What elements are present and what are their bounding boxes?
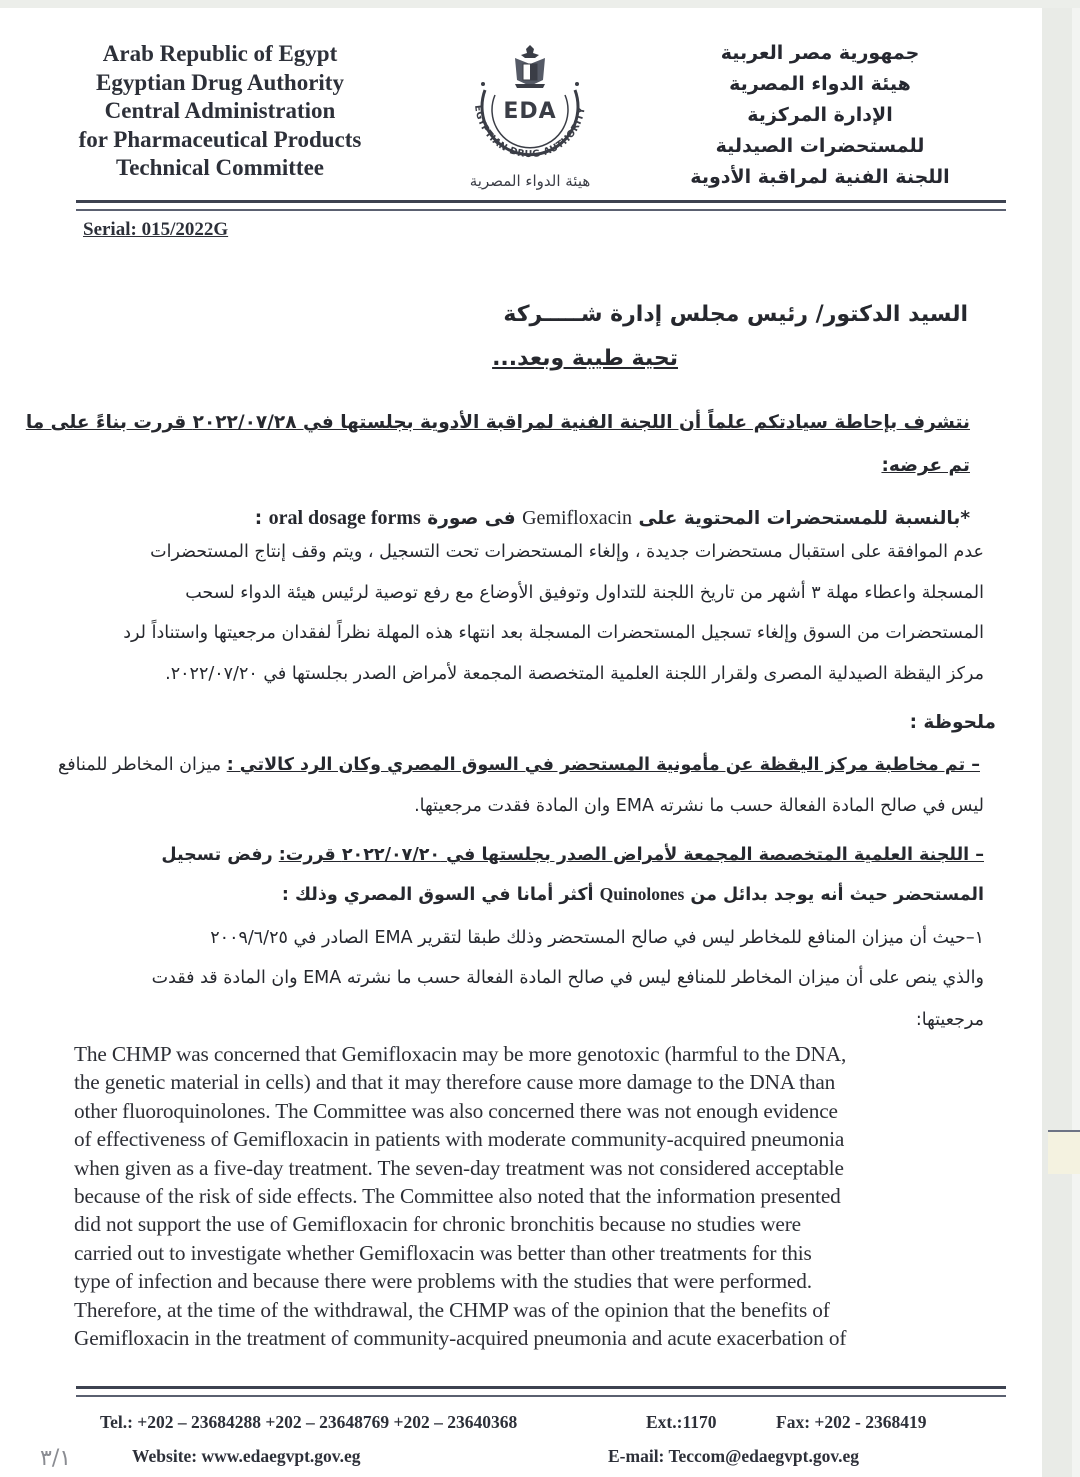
dosage-form: oral dosage forms	[268, 507, 421, 529]
salutation: السيد الدكتور/ رئيس مجلس إدارة شـــــركة	[503, 302, 968, 327]
header-en-line: for Pharmaceutical Products	[78, 126, 362, 152]
ema-quote	[74, 1040, 994, 1352]
quote-line: The CHMP was concerned that Gemifloxacin may be more genotoxic (harmful to the DNA,	[74, 1042, 847, 1066]
quote-line: did not support the use of Gemifloxacin for chronic bronchitis because no studies were	[74, 1212, 801, 1237]
quote-line: other fluoroquinolones. The Committee was also concerned there was not enough evidence	[74, 1098, 838, 1123]
header-ar-line: جمهورية مصر العربية	[720, 42, 920, 64]
header-en-line: Technical Committee	[115, 155, 325, 180]
item-prefix: *بالنسبة للمستحضرات المحتوية على	[638, 508, 970, 529]
serial-number: Serial: 015/2022G	[83, 219, 229, 240]
reason-line: ١–حيث أن ميزان المنافع للمخاطر ليس في صالح المستحضر وذلك طبقا لتقرير EMA الصادر في ٢٠٠٩/٦/٢٥	[210, 928, 984, 948]
header-ar-line: هيئة الدواء المصرية	[729, 73, 911, 95]
page-number: ٣/١	[40, 1446, 72, 1471]
note-point-1-lead: – تم مخاطبة مركز اليقظة عن مأمونية المستحضر في السوق المصري وكان الرد كالاتي :	[226, 755, 980, 775]
eagle-icon	[515, 45, 545, 88]
decision-line: المسجلة واعطاء مهلة ٣ أشهر من تاريخ اللجنة للتداول وتوفيق الأوضاع مع رفع توصية لرئيس هيئة الدواء لسحب	[185, 583, 984, 603]
scan-border-right	[1042, 8, 1072, 1477]
header-arabic	[690, 38, 950, 193]
note-point-2-cont	[282, 884, 984, 905]
note-point-2-cont-a: المستحضر حيث أنه يوجد بدائل من	[690, 885, 984, 905]
quote-line: of effectiveness of Gemifloxacin in patients with moderate community-acquired pneumonia	[74, 1127, 845, 1152]
note-point-1	[58, 755, 980, 775]
quinolones-term: Quinolones	[599, 884, 685, 904]
decision-line: المستحضرات من السوق وإلغاء تسجيل المستحضرات المسجلة بعد انتهاء هذه المهلة نظراً لفقدان مرجعيتها واستناداً لرد	[123, 623, 984, 643]
note-point-2	[161, 845, 984, 865]
header-ar-line: للمستحضرات الصيدلية	[715, 135, 925, 157]
reason-line: والذي ينص على أن ميزان المخاطر للمنافع ليس في صالح المادة الفعالة حسب ما نشرته EMA وان المادة قد فقدت	[151, 968, 984, 988]
item-mid: فى صورة	[427, 508, 516, 529]
item-suffix: :	[254, 508, 263, 529]
footer-telephone: Tel.: +202 – 23684288 +202 – 23648769 +202 – 23640368	[100, 1412, 518, 1432]
footer-extension: Ext.:1170	[646, 1412, 717, 1432]
item-heading	[255, 507, 970, 530]
scan-border-top	[0, 0, 1080, 8]
header-divider	[76, 200, 1006, 211]
quote-line: type of infection and because there were problems with the studies that were performed.	[74, 1269, 812, 1294]
footer-website: Website: www.edaegvpt.gov.eg	[132, 1446, 361, 1466]
note-point-1-cont: ليس في صالح المادة الفعالة حسب ما نشرته EMA وان المادة فقدت مرجعيتها.	[414, 796, 984, 816]
header-english	[60, 40, 380, 183]
note-point-2-cont-b: أكثر أمانا في السوق المصري وذلك :	[281, 885, 594, 905]
footer-fax: Fax: +202 - 2368419	[776, 1412, 927, 1432]
drug-name: Gemifloxacin	[522, 507, 633, 529]
header-en-line: Arab Republic of Egypt	[102, 41, 338, 66]
note-heading: ملحوظة :	[909, 712, 996, 733]
reason-line: مرجعيتها:	[915, 1010, 984, 1030]
header-en-line: Egyptian Drug Authority	[96, 69, 344, 95]
quote-line: Therefore, at the time of the withdrawal, the CHMP was of the opinion that the benefits of	[74, 1297, 830, 1322]
decision-line: مركز اليقظة الصيدلية المصرى ولقرار اللجنة العلمية المتخصصة المجمعة لأمراض الصدر بجلستها في ٢٠٢٢/٠٧/٢٠.	[165, 664, 984, 684]
quote-line: because of the risk of side effects. The Committee also noted that the information presented	[74, 1184, 841, 1209]
header-en-line: Central Administration	[104, 98, 336, 123]
quote-line: the genetic material in cells) and that it may therefore cause more damage to the DNA than	[74, 1070, 836, 1095]
quote-line: when given as a five-day treatment. The seven-day treatment was not considered acceptable	[74, 1155, 844, 1180]
greeting: تحية طيبة وبعد...	[492, 346, 678, 371]
note-point-1-rest: ميزان المخاطر للمنافع	[57, 755, 227, 775]
logo-ring-textpath: EGYPTIAN DRUG AUTHORITY	[472, 104, 588, 161]
logo-arabic-caption: هيئة الدواء المصرية	[469, 172, 591, 190]
quote-line: Gemifloxacin in the treatment of community-acquired pneumonia and acute exacerbation of	[74, 1326, 847, 1351]
eda-logo	[445, 40, 615, 195]
quote-line: carried out to investigate whether Gemifloxacin was better than other treatments for this	[74, 1240, 812, 1265]
header-ar-line: الإدارة المركزية	[747, 104, 893, 126]
footer-divider	[76, 1386, 1006, 1397]
decision-line: عدم الموافقة على استقبال مستحضرات جديدة ، وإلغاء المستحضرات تحت التسجيل ، ويتم وقف إنتاج المستحضرات	[150, 542, 984, 562]
logo-abbr: EDA	[503, 99, 557, 124]
scan-tab-mark	[1048, 1130, 1080, 1174]
header-ar-line: اللجنة الفنية لمراقبة الأدوية	[690, 166, 950, 188]
eda-seal-icon	[445, 40, 615, 195]
note-point-2-lead: – اللجنة العلمية المتخصصة المجمعة لأمراض الصدر بجلستها في ٢٠٢٢/٠٧/٢٠ قررت:	[278, 845, 984, 865]
intro-line: تم عرضه:	[881, 455, 970, 476]
note-point-2-rest: رفض تسجيل	[161, 845, 279, 865]
intro-line: نتشرف بإحاطة سيادتكم علماً أن اللجنة الفنية لمراقبة الأدوية بجلستها في ٢٠٢٢/٠٧/٢٨ قررت بناءً على ما	[25, 412, 970, 433]
footer-email: E-mail: Teccom@edaegvpt.gov.eg	[608, 1446, 860, 1466]
